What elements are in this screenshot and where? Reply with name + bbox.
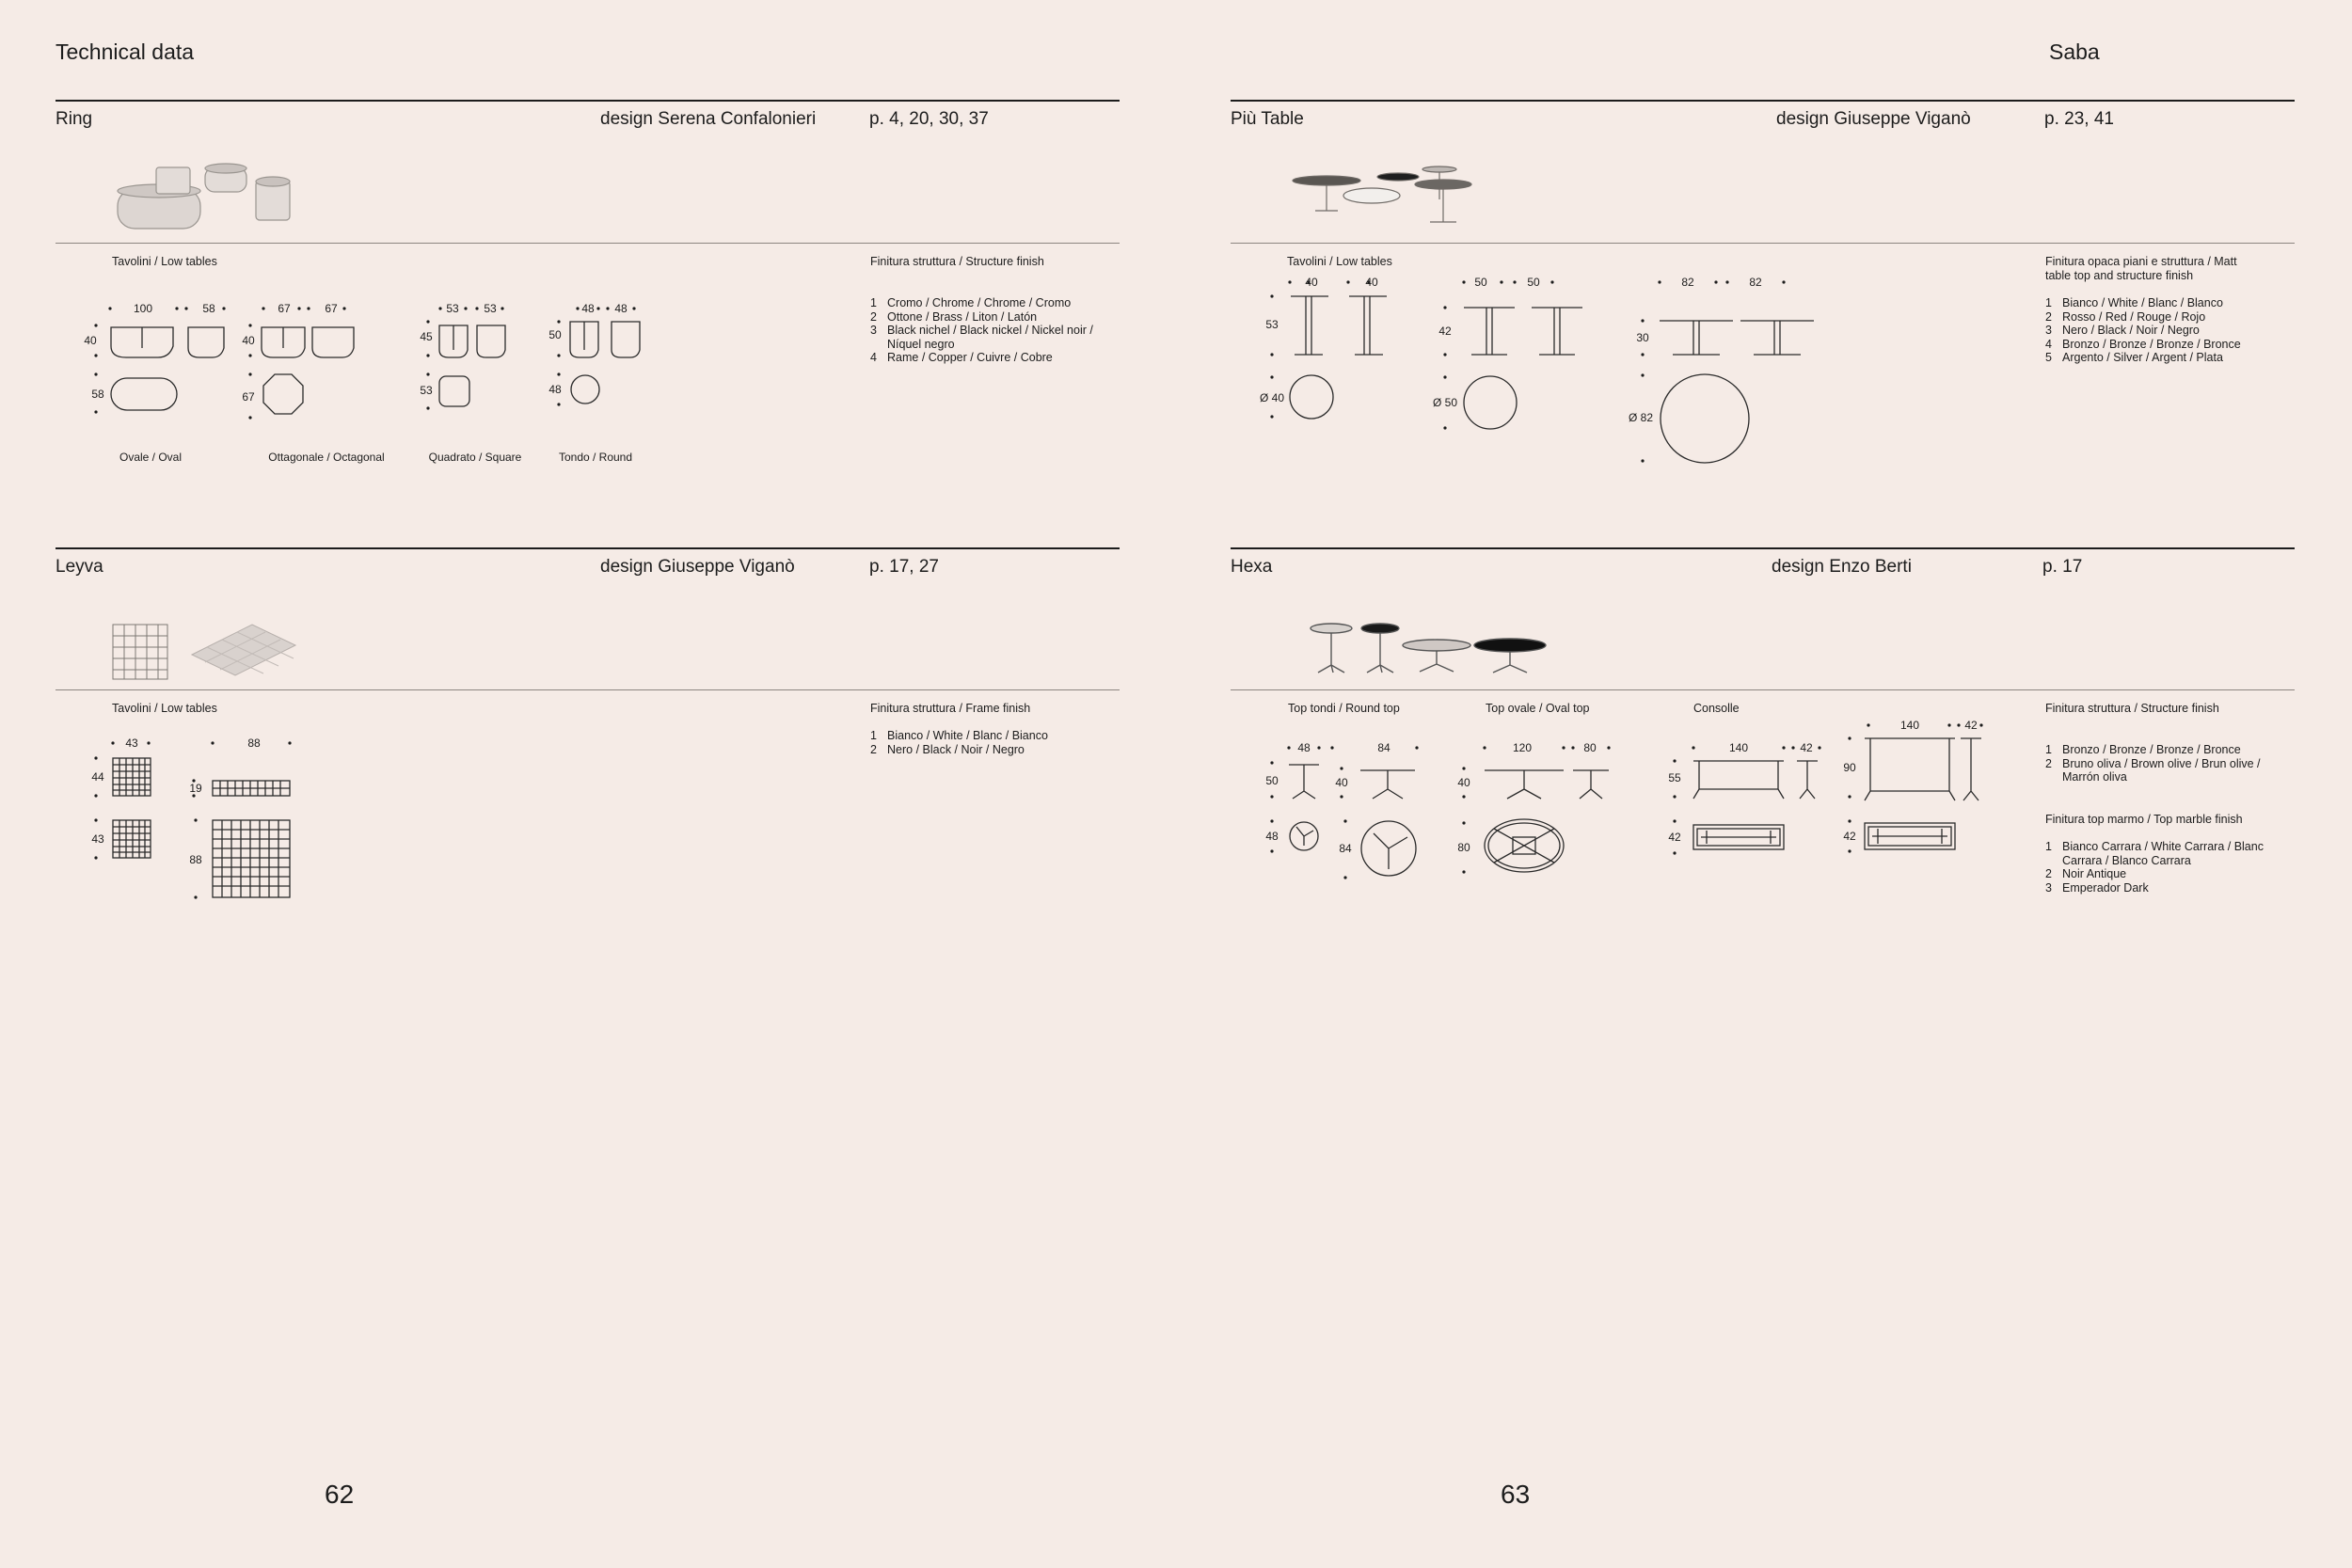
section-title-leyva: Leyva — [56, 557, 103, 577]
finish-list-hexa — [2045, 743, 2280, 784]
dim-text: 53 — [446, 302, 459, 315]
dim-text: Ø 82 — [1628, 411, 1654, 424]
label-hexa-console: Consolle — [1693, 702, 1740, 715]
dim-text: 67 — [242, 390, 255, 404]
hexa-console-drawing — [1668, 719, 1982, 855]
divider — [1231, 547, 2295, 549]
marble-list-hexa — [2045, 840, 2280, 895]
dim-text: 42 — [1964, 719, 1978, 732]
dim-text: 45 — [420, 330, 433, 343]
finish-item: 2 Nero / Black / Noir / Negro — [870, 742, 1025, 756]
dim-text: 58 — [202, 302, 215, 315]
dim-text: Ø 50 — [1432, 396, 1458, 409]
dim-text: 42 — [1843, 830, 1856, 843]
ring-product-photo — [113, 156, 320, 241]
dim-text: 48 — [1265, 830, 1279, 843]
subtitle-leyva: Tavolini / Low tables — [112, 702, 217, 715]
variant-label: Tondo / Round — [558, 451, 633, 464]
finish-list-leyva — [870, 729, 1115, 756]
marble-title-hexa: Finitura top marmo / Top marble finish — [2045, 813, 2243, 826]
finish-item: 4 Bronzo / Bronze / Bronze / Bronce — [2045, 337, 2241, 351]
dim-text: 40 — [84, 334, 97, 347]
dim-text: 84 — [1339, 842, 1352, 855]
dim-text: 40 — [1365, 276, 1378, 289]
finish-list-piu — [2045, 296, 2280, 365]
dim-text: 80 — [1583, 741, 1597, 754]
page-number-left: 62 — [325, 1480, 355, 1509]
ring-oval-drawing — [84, 302, 225, 464]
finish-item: 3 Nero / Black / Noir / Negro — [2045, 324, 2200, 337]
dim-text: 50 — [1474, 276, 1487, 289]
finish-item: 1 Cromo / Chrome / Chrome / Cromo — [870, 296, 1072, 309]
dim-text: 40 — [1457, 776, 1470, 789]
finish-item: 1 Bianco Carrara / White Carrara / Blanc Carrara / Blanco Carrara — [2045, 840, 2264, 867]
header-right: Saba — [2049, 40, 2100, 64]
dim-text: 48 — [581, 302, 595, 315]
finish-item: 2 Noir Antique — [2045, 867, 2127, 880]
label-hexa-round: Top tondi / Round top — [1288, 702, 1400, 715]
finish-list-ring — [870, 296, 1115, 365]
header-left: Technical data — [56, 40, 195, 64]
ring-round-drawing — [548, 302, 640, 464]
dim-text: 42 — [1800, 741, 1813, 754]
ring-square-drawing — [420, 302, 521, 464]
divider — [56, 100, 1120, 102]
dim-text: 48 — [1297, 741, 1311, 754]
dim-text: 40 — [1305, 276, 1318, 289]
dim-text: 58 — [91, 388, 104, 401]
pages-ring: p. 4, 20, 30, 37 — [869, 109, 989, 129]
divider — [1231, 100, 2295, 102]
dim-text: 48 — [614, 302, 628, 315]
dim-text: 67 — [325, 302, 338, 315]
finish-item: 3 Emperador Dark — [2045, 880, 2149, 895]
ring-drawings — [75, 292, 696, 480]
dim-text: 140 — [1728, 741, 1749, 754]
dim-text: 50 — [1527, 276, 1540, 289]
leyva-drawings — [85, 734, 310, 912]
dim-text: 44 — [91, 770, 104, 784]
dim-text: 82 — [1749, 276, 1762, 289]
piu-40-drawing — [1260, 276, 1387, 419]
designer-ring: design Serena Confalonieri — [600, 109, 817, 129]
pages-leyva: p. 17, 27 — [869, 557, 939, 577]
dim-text: 42 — [1668, 831, 1681, 844]
finish-title-ring: Finitura struttura / Structure finish — [870, 255, 1044, 268]
dim-text: 90 — [1843, 761, 1856, 774]
finish-title-piu: Finitura opaca piani e struttura / Matt table top and structure finish — [2045, 255, 2237, 282]
piu-50-drawing — [1433, 276, 1582, 430]
designer-hexa: design Enzo Berti — [1772, 557, 1912, 577]
subtitle-piu: Tavolini / Low tables — [1287, 255, 1392, 268]
designer-leyva: design Giuseppe Viganò — [600, 557, 795, 577]
dim-text: 140 — [1899, 719, 1920, 732]
thin-divider — [56, 689, 1120, 690]
dim-text: Ø 40 — [1259, 391, 1285, 404]
dim-text: 50 — [1265, 774, 1279, 787]
finish-item: 1 Bronzo / Bronze / Bronze / Bronce — [2045, 743, 2241, 756]
dim-text: 40 — [1335, 776, 1348, 789]
piu-product-photo — [1289, 160, 1496, 235]
finish-title-hexa: Finitura struttura / Structure finish — [2045, 702, 2219, 715]
dim-text: 43 — [125, 736, 138, 750]
section-title-hexa: Hexa — [1231, 557, 1273, 577]
label-hexa-oval: Top ovale / Oval top — [1486, 702, 1590, 715]
section-title-piu: Più Table — [1231, 109, 1304, 129]
dim-text: 55 — [1668, 771, 1681, 784]
finish-item: 4 Rame / Copper / Cuivre / Cobre — [870, 351, 1053, 364]
hexa-drawings — [1251, 710, 2023, 898]
subtitle-ring: Tavolini / Low tables — [112, 255, 217, 268]
variant-label: Quadrato / Square — [428, 451, 522, 464]
thin-divider — [1231, 689, 2295, 690]
section-title-ring: Ring — [56, 109, 93, 129]
finish-item: 5 Argento / Silver / Argent / Plata — [2045, 351, 2223, 364]
finish-item: 1 Bianco / White / Blanc / Blanco — [2045, 296, 2223, 309]
finish-title-leyva: Finitura struttura / Frame finish — [870, 702, 1031, 715]
dim-text: 53 — [484, 302, 497, 315]
pages-piu: p. 23, 41 — [2044, 109, 2114, 129]
dim-text: 67 — [278, 302, 291, 315]
dim-text: 43 — [91, 832, 104, 846]
variant-label: Ovale / Oval — [119, 451, 183, 464]
dim-text: 42 — [1438, 325, 1452, 338]
dim-text: 80 — [1457, 841, 1470, 854]
finish-item: 2 Bruno oliva / Brown olive / Brun olive / Marrón oliva — [2045, 756, 2261, 784]
variant-label: Ottagonale / Octagonal — [268, 451, 385, 464]
leyva-product-photo — [111, 617, 299, 689]
finish-item: 3 Black nichel / Black nickel / Nickel noir / Níquel negro — [870, 324, 1093, 351]
page-number-right: 63 — [1501, 1480, 1531, 1509]
dim-text: 100 — [133, 302, 153, 315]
dim-text: 48 — [548, 383, 562, 396]
ring-octagonal-drawing — [242, 302, 384, 464]
dim-text: 53 — [420, 384, 433, 397]
piu-drawings — [1251, 268, 1891, 475]
dim-text: 82 — [1681, 276, 1694, 289]
finish-item: 2 Rosso / Red / Rouge / Rojo — [2045, 309, 2206, 324]
dim-text: 84 — [1377, 741, 1391, 754]
hexa-product-photo — [1303, 619, 1548, 694]
designer-piu: design Giuseppe Viganò — [1776, 109, 1971, 129]
dim-text: 30 — [1636, 331, 1649, 344]
thin-divider — [1231, 243, 2295, 244]
finish-item: 1 Bianco / White / Blanc / Bianco — [870, 729, 1048, 742]
pages-hexa: p. 17 — [2042, 557, 2083, 577]
thin-divider — [56, 243, 1120, 244]
dim-text: 120 — [1512, 741, 1533, 754]
dim-text: 53 — [1265, 318, 1279, 331]
hexa-round-drawing — [1265, 741, 1418, 879]
dim-text: 19 — [189, 782, 202, 795]
hexa-oval-drawing — [1457, 741, 1610, 874]
dim-text: 50 — [548, 328, 562, 341]
dim-text: 88 — [247, 736, 261, 750]
dim-text: 88 — [189, 853, 202, 866]
divider — [56, 547, 1120, 549]
dim-text: 40 — [242, 334, 255, 347]
finish-item: 2 Ottone / Brass / Liton / Latón — [870, 309, 1038, 324]
piu-82-drawing — [1629, 276, 1814, 463]
